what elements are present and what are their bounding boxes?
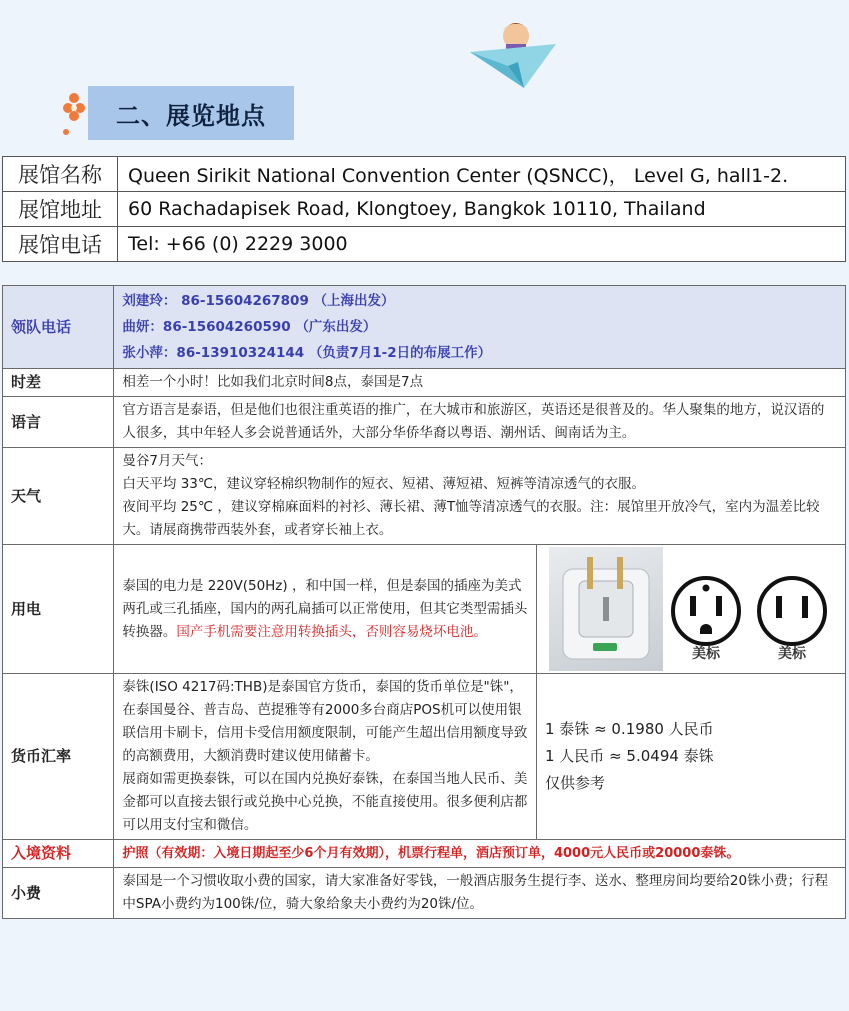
plug-adapter-photo	[549, 547, 663, 671]
leaders-label: 领队电话	[3, 286, 114, 369]
venue-row-name	[3, 157, 846, 192]
section-title: 二、展览地点	[88, 86, 294, 140]
plug-images	[537, 545, 845, 673]
language-label: 语言	[3, 397, 114, 448]
info-table	[2, 285, 846, 919]
header-area	[0, 0, 849, 150]
timezone-row	[3, 369, 846, 397]
language-text: 官方语言是泰语，但是他们也很注重英语的推广，在大城市和旅游区，英语还是很普及的。华人聚集的地方，说汉语的人很多，其中年轻人多会说普通话外，大部分华侨华裔以粤语、潮州话、闽南话为主。	[114, 397, 846, 448]
entry-row	[3, 840, 846, 868]
currency-rate-cell	[537, 674, 846, 840]
venue-name-label: 展馆名称	[3, 157, 118, 192]
currency-text-1: 泰铢(ISO 4217码:THB)是泰国官方货币，泰国的货币单位是"铢"，在泰国曼谷、普吉岛、芭提雅等有2000多台商店POS机可以使用银联信用卡刷卡，信用卡受信用额度限制，可能产生超出信用额度导致的高额费用，大额消费时建议使用储蓄卡。	[122, 679, 528, 764]
venue-phone-label: 展馆电话	[3, 227, 118, 262]
venue-phone-value: Tel: +66 (0) 2229 3000	[118, 227, 846, 262]
leader-line: 张小萍：86-13910324144 （负责7月1-2日的布展工作）	[122, 345, 492, 361]
venue-row-address	[3, 192, 846, 227]
entry-label: 入境资料	[3, 840, 114, 868]
power-warning: 国产手机需要注意用转换插头，否则容易烧坏电池。	[176, 623, 487, 640]
us-socket-icon-2	[755, 571, 829, 651]
power-text: 泰国的电力是 220V(50Hz) ，和中国一样，但是泰国的插座为美式两孔或三孔插座，国内的两孔扁插可以正常使用，但其它类型需插头转换器。	[122, 577, 528, 640]
venue-name-value: Queen Sirikit National Convention Center (QSNCC)， Level G, hall1-2.	[118, 157, 846, 192]
plug-images-cell	[537, 545, 846, 674]
us-socket-icon-1	[669, 571, 743, 651]
power-row	[3, 545, 846, 674]
weather-row	[3, 448, 846, 545]
rate-note: 仅供参考	[545, 774, 606, 792]
leader-line: 曲妍：86-15604260590 （广东出发）	[122, 319, 377, 335]
leaders-content	[114, 286, 846, 369]
venue-address-value: 60 Rachadapisek Road, Klongtoey, Bangkok 10110, Thailand	[118, 192, 846, 227]
rate-line: 1 泰铢 ≈ 0.1980 人民币	[545, 720, 714, 738]
paper-plane-icon	[468, 14, 558, 94]
leaders-row	[3, 286, 846, 369]
venue-row-phone	[3, 227, 846, 262]
rate-line: 1 人民币 ≈ 5.0494 泰铢	[545, 747, 714, 765]
venue-table	[2, 156, 846, 262]
currency-row	[3, 674, 846, 840]
power-label: 用电	[3, 545, 114, 674]
plug-adapter-icon	[549, 547, 663, 671]
tips-row	[3, 868, 846, 919]
timezone-text: 相差一个小时！比如我们北京时间8点，泰国是7点	[114, 369, 846, 397]
weather-line: 曼谷7月天气：	[122, 453, 213, 469]
tips-label: 小费	[3, 868, 114, 919]
socket-label-1: 美标	[692, 646, 720, 662]
leader-line: 刘建玲： 86-15604267809 （上海出发）	[122, 293, 395, 309]
venue-address-label: 展馆地址	[3, 192, 118, 227]
flower-icon	[52, 84, 92, 144]
weather-content	[114, 448, 846, 545]
weather-label: 天气	[3, 448, 114, 545]
weather-line: 白天平均 33℃，建议穿轻棉织物制作的短衣、短裙、薄短裙、短裤等清凉透气的衣服。	[122, 476, 646, 492]
language-row	[3, 397, 846, 448]
tips-text: 泰国是一个习惯收取小费的国家，请大家准备好零钱，一般酒店服务生提行李、送水、整理房间均要给20铢小费；行程中SPA小费约为100铢/位，骑大象给象夫小费约为20铢/位。	[114, 868, 846, 919]
socket-label-2: 美标	[778, 646, 806, 662]
weather-line: 夜间平均 25℃ ，建议穿棉麻面料的衬衫、薄长裙、薄T恤等清凉透气的衣服。注：展馆里开放冷气，室内为温差比较大。请展商携带西装外套，或者穿长袖上衣。	[122, 499, 820, 538]
power-text-cell	[114, 545, 537, 674]
currency-label: 货币汇率	[3, 674, 114, 840]
currency-text-2: 展商如需更换泰铢，可以在国内兑换好泰铢，在泰国当地人民币、美金都可以直接去银行或兑换中心兑换，不能直接使用。很多便利店都可以用支付宝和微信。	[122, 771, 528, 833]
currency-text-cell	[114, 674, 537, 840]
entry-text: 护照（有效期：入境日期起至少6个月有效期），机票行程单，酒店预订单，4000元人民币或20000泰铢。	[114, 840, 846, 868]
timezone-label: 时差	[3, 369, 114, 397]
